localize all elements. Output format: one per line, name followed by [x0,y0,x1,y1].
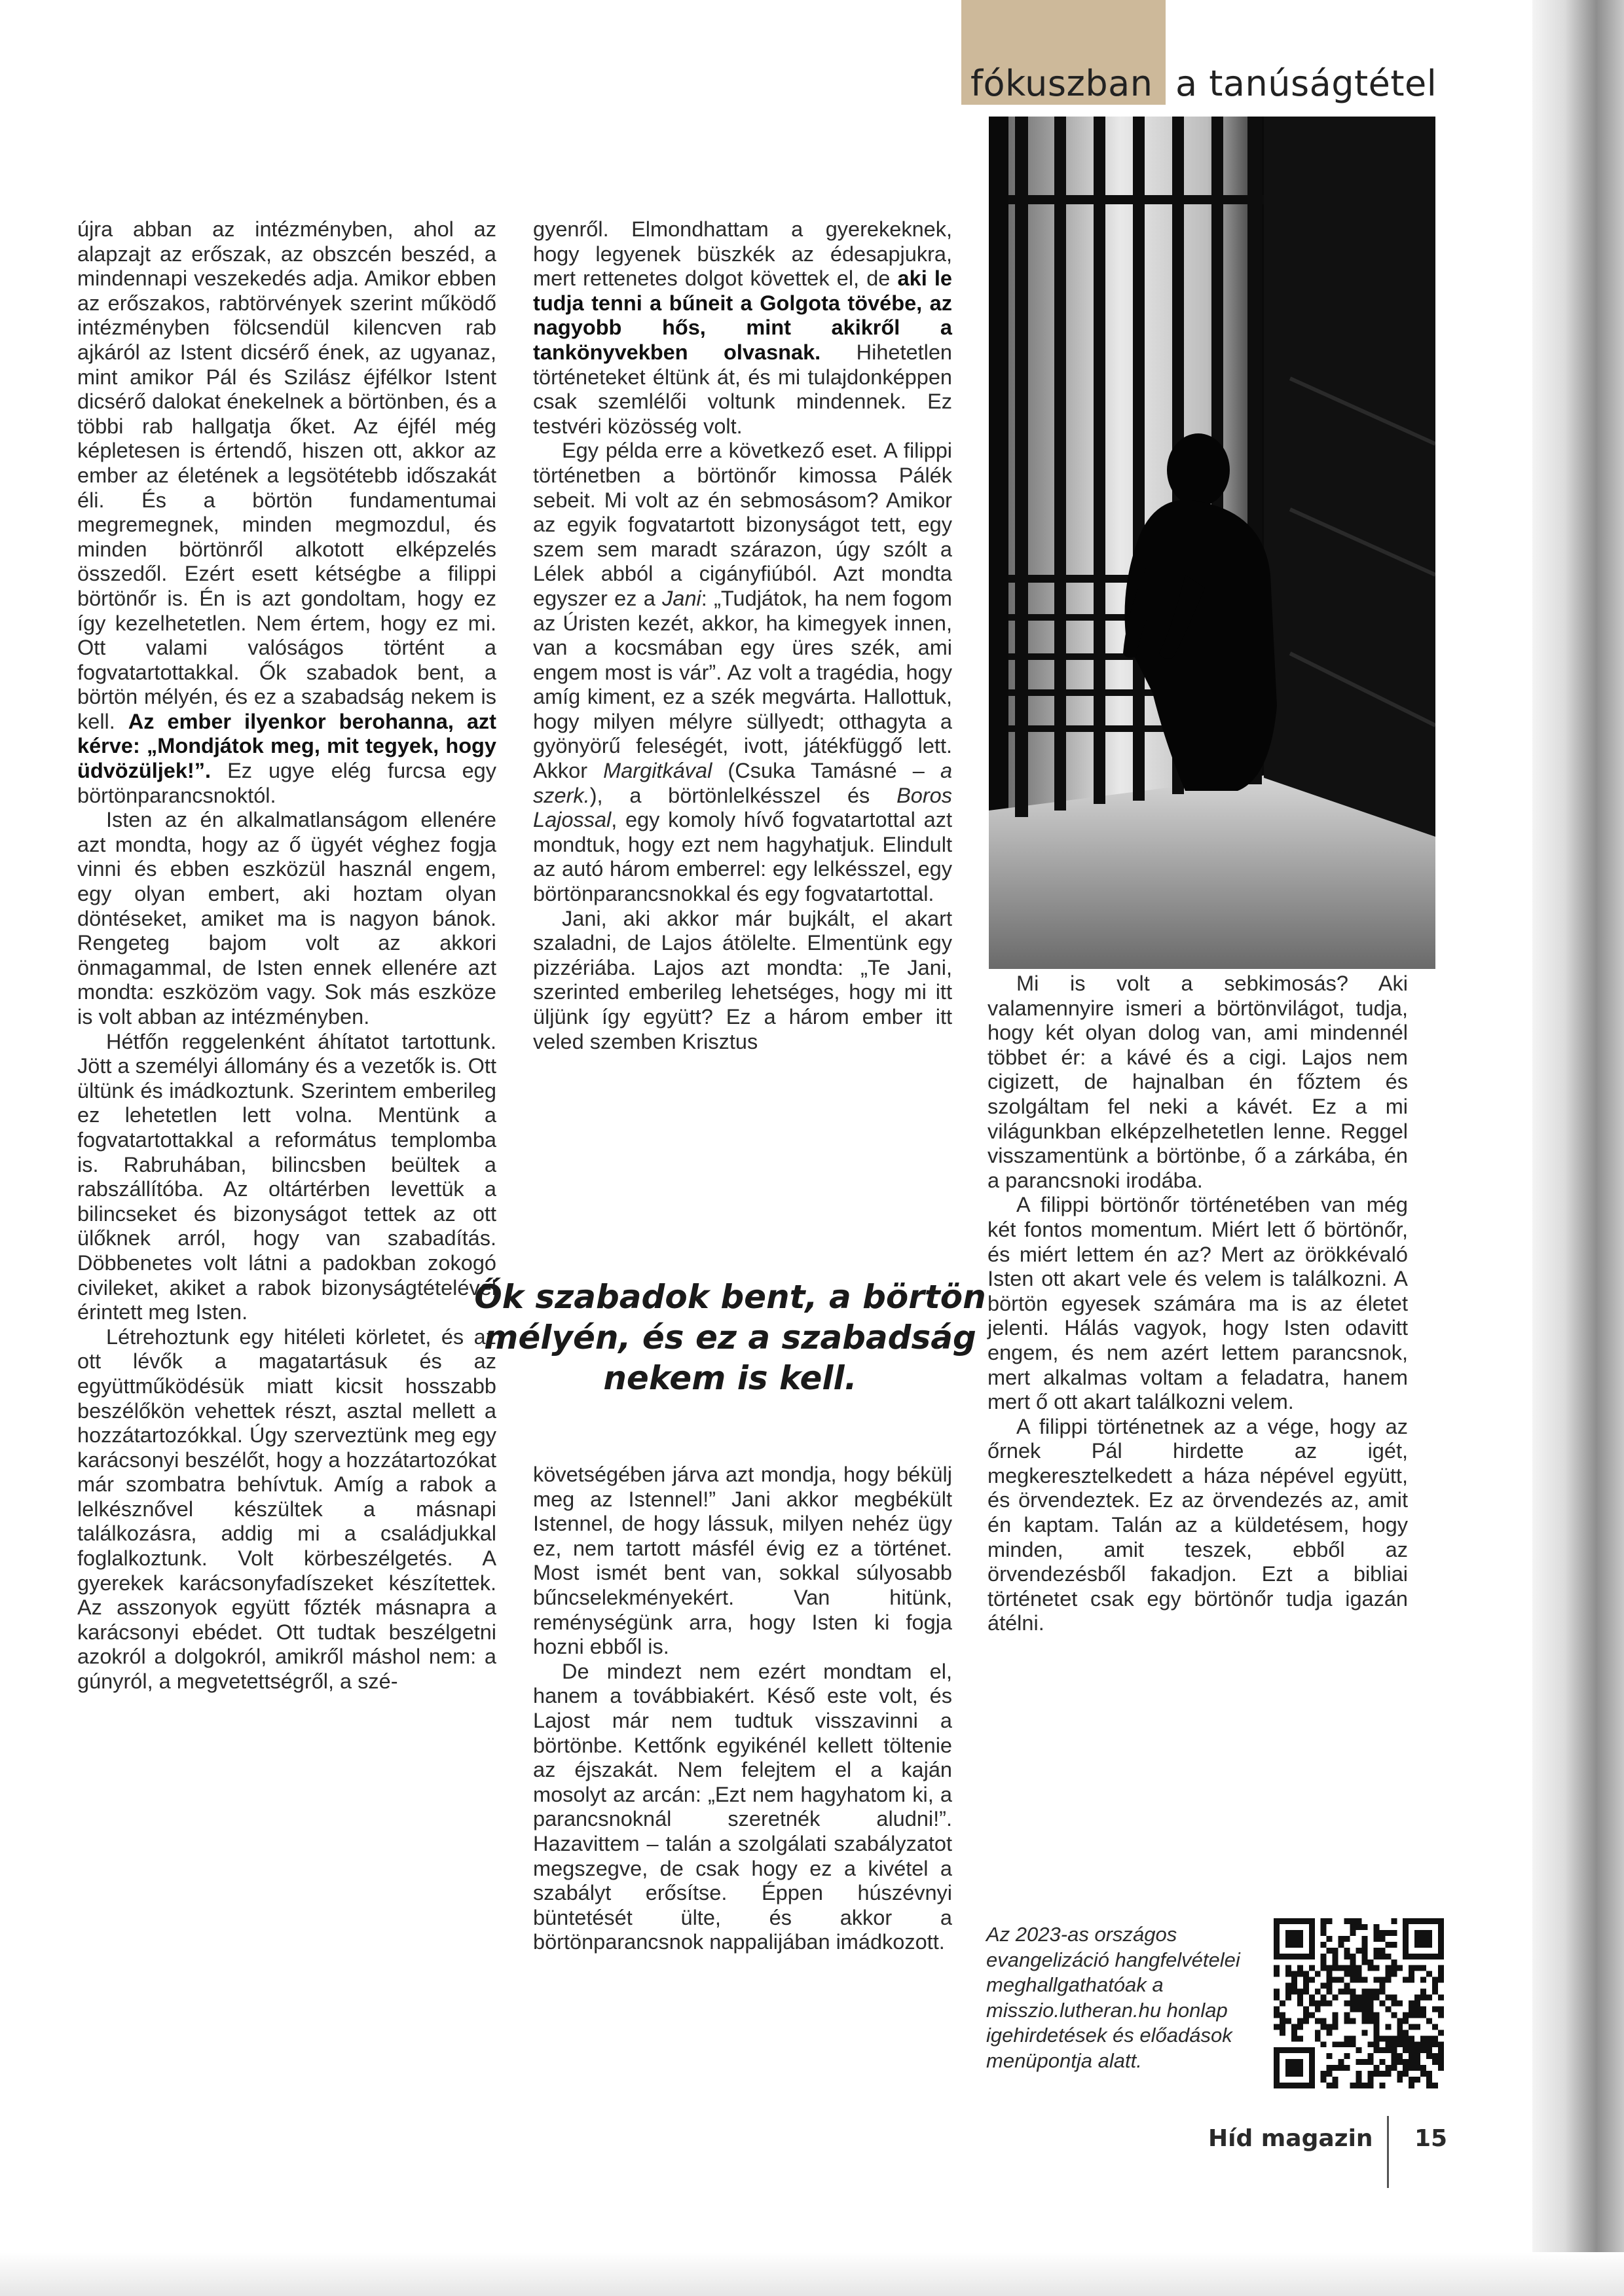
article-column-1 [77,217,496,1694]
paragraph: De mindezt nem ezért mondtam el, hanem a továbbiakért. Késő este volt, és Lajost már nem tudtuk visszavinni a börtönbe. Kettőnk egyikénél kellett töltenie az éjszakát. Nem felejtem el a kaján mosolyt az arcán: „Ezt nem hagyhatom ki, a parancsnoknál szeretnék aludni!”. Hazavittem – talán a szolgálati szabályzatot megszegve, de csak hogy ez a kivétel a szabályt erősítse. Éppen húszévnyi büntetését ülte, és akkor a börtönparancsnok nappalijában imádkozott. [533,1659,952,1954]
paragraph: Hétfőn reggelenként áhítatot tartottunk. Jött a személyi állomány és a vezetők is. Ott ültünk és imádkoztunk. Szerintem emberileg ez lehetetlen lett volna. Mentünk a fogvatartottakkal a református templomba is. Rabruhában, bilincsben beültek a rabszállítóba. Az oltártérben levettük a bilincseket és bizonyságot tettek az ott ülőknek arról, hogy van szabadítás. Döbbenetes volt látni a padokban zokogó civileket, akiket a rabok bizonyságtételével érintett meg Isten. [77,1029,496,1324]
prison-cell-photo [989,117,1435,969]
section-label: fókuszban [970,63,1153,104]
paragraph: A filippi történetnek az a vége, hogy az őrnek Pál hirdette az igét, megkeresztelkedett a háza népével együtt, és örvendeztek. Ez az örvendezés az, amit én kaptam. Talán az a küldetésem, hogy minden, amit teszek, ebből az örvendezésből fakadjon. Ezt a bibliai történetet csak egy börtönőr tudja igazán átélni. [987,1414,1408,1635]
footer-divider [1387,2116,1389,2188]
scan-bottom-edge [0,2252,1624,2296]
paragraph: A filippi börtönőr történetében van még két fontos momentum. Miért lett ő börtönőr, és miért lettem én az? Mert az örökkévaló Isten ott akart vele és velem is találkozni. A börtön egyesek számára ma is az életet jelenti. Hálás vagyok, hogy Isten odavitt engem, és nem azért lettem parancsnok, mert alkalmas voltam a feladatra, hanem mert ő ott akart találkozni velem. [987,1193,1408,1414]
article-column-3 [987,972,1408,1636]
paragraph: Isten az én alkalmatlanságom ellenére azt mondta, hogy az ő ügyét véghez fogja vinni és ebben eszközül használ engem, egy olyan embert, aki hoztam olyan döntéseket, amiket ma is nagyon bánok. Rengeteg bajom volt az akkori önmagammal, de Isten ennek ellenére azt mondta: eszközöm vagy. Sok más eszköze is volt abban az intézményben. [77,808,496,1029]
scan-edge-shadow [1532,0,1624,2296]
paragraph: Létrehoztunk egy hitéleti körletet, és az ott lévők a magatartásuk és az együttműködésük miatt kicsit hosszabb beszélőkön vehettek részt, asztal mellett a hozzátartozókkal. Úgy szerveztünk meg egy karácsonyi beszélőt, hogy a hozzátartozókat már szombatra behívtuk. Amíg a rabok a lelkésznővel készültek a másnapi találkozásra, addig mi a családjukkal foglalkoztunk. Volt körbeszélgetés. A gyerekek karácsonyfadíszeket készítettek. Az asszonyok együtt főzték másnapra a karácsonyi ebédet. Ott tudtak beszélgetni azokról a dolgokról, amikről máshol nem: a gúnyról, a megvetettségről, a szé- [77,1324,496,1694]
qr-code[interactable] [1274,1918,1444,2088]
page-number: 15 [1414,2125,1448,2152]
article-column-2-bottom [533,1463,952,1955]
qr-caption: Az 2023-as országos evangelizáció hangfelvételei meghallgathatóak a misszio.lutheran.hu honlap igehirdetések és előadások menüpontja alatt. [986,1923,1240,2072]
paragraph: Jani, aki akkor már bujkált, el akart szaladni, de Lajos átölelte. Elmentünk egy pizzériába. Lajos azt mondta: „Te Jani, szerinted emberileg lehetséges, hogy mi itt üljünk így együtt? Ez a három ember itt veled szemben Krisztus [533,906,952,1053]
paragraph: Mi is volt a sebkimosás? Aki valamennyire ismeri a börtönvilágot, tudja, hogy két olyan dolog van, ami mindennél többet ér: a kávé és a cigi. Lajos nem cigizett, de hajnalban én főztem és szolgáltam fel neki a kávét. Ez a mi világunkban elképzelhetetlen lenne. Reggel visszamentünk a börtönbe, ő a zárkába, én a parancsnoki irodába. [987,972,1408,1192]
article-column-2-top [533,217,952,1054]
section-topic: a tanúságtétel [1175,63,1437,104]
paragraph: gyenről. Elmondhattam a gyerekeknek, hogy legyenek büszkék az édesapjukra, mert rettenetes dolgot követtek el, de aki le tudja tenni a bűneit a Golgota tövébe, az nagyobb hős, mint akikről a tankönyvekben olvasnak. Hihetetlen történeteket éltünk át, és mi tulajdonképpen csak szemlélői voltunk mindennek. Ez testvéri közösség volt. [533,217,952,438]
paragraph: újra abban az intézményben, ahol az alapzajt az erőszak, az obszcén beszéd, a mindennapi veszekedés adja. Amikor ebben az erőszakos, rabtörvények szerint működő intézményben fölcsendül kilencven rab ajkáról az Istent dicsérő ének, az ugyanaz, mint amikor Pál és Szilász éjfélkor Istent dicsérő dalokat énekelnek a börtönben, és a többi rab hallgatja őket. Az éjfél még képletesen is értendő, hiszen ott, akkor az ember az életének a legsötétebb időszakát éli. És a börtön fundamentumai megremegnek, minden megmozdul, és minden börtönről alkotott elképzelés összedől. Ezért esett kétségbe a filippi börtönőr is. Én is azt gondoltam, hogy ez így kezelhetetlen. Nem értem, hogy ez mi. Ott valami valóságos történt a fogvatartottakkal. Ők szabadok bent, a börtön mélyén, és ez a szabadság nekem is kell. Az ember ilyenkor berohanna, azt kérve: „Mondjátok meg, mit tegyek, hogy üdvözüljek!”. Ez ugye elég furcsa egy börtönparancsnoktól. [77,217,496,807]
magazine-name: Híd magazin [1208,2125,1373,2152]
paragraph: követségében járva azt mondja, hogy békülj meg az Istennel!” Jani akkor megbékült Istennel, de hogy lássuk, milyen nehéz ügy ez, nem tartott másfél évig ez a történet. Most ismét bent van, sokkal súlyosabb bűncselekményekért. Van hitünk, reménységünk arra, hogy Isten ki fogja hozni ebből is. [533,1463,952,1659]
paragraph: Egy példa erre a következő eset. A filippi történetben a börtönőr kimossa Pálék sebeit. Mi volt az én sebmosásom? Amikor az egyik fogvatartott bizonyságot tett, egy szem sem maradt szárazon, úgy szólt a Lélek abból a cigányfiúból. Azt mondta egyszer ez a Jani: „Tudjátok, ha nem fogom az Úristen kezét, akkor, ha kimegyek innen, van a kocsmában egy üres szék, ami engem most is vár”. Az volt a tragédia, hogy amíg kiment, ez a szék megvárta. Hallottuk, hogy milyen mélyre süllyedt; otthagyta a gyönyörű feleségét, ivott, játékfüggő lett. Akkor Margitkával (Csuka Tamásné – a szerk.), a börtönlelkésszel és Boros Lajossal, egy komoly hívő fogvatartottal azt mondtuk, hogy ezt nem hagyhatjuk. Elindult az autó három emberrel: egy lelkésszel, egy börtönparancsnokkal és egy fogvatartottal. [533,439,953,906]
pull-quote: Ők szabadok bent, a börtön mélyén, és ez a szabadság nekem is kell. [474,1278,986,1397]
